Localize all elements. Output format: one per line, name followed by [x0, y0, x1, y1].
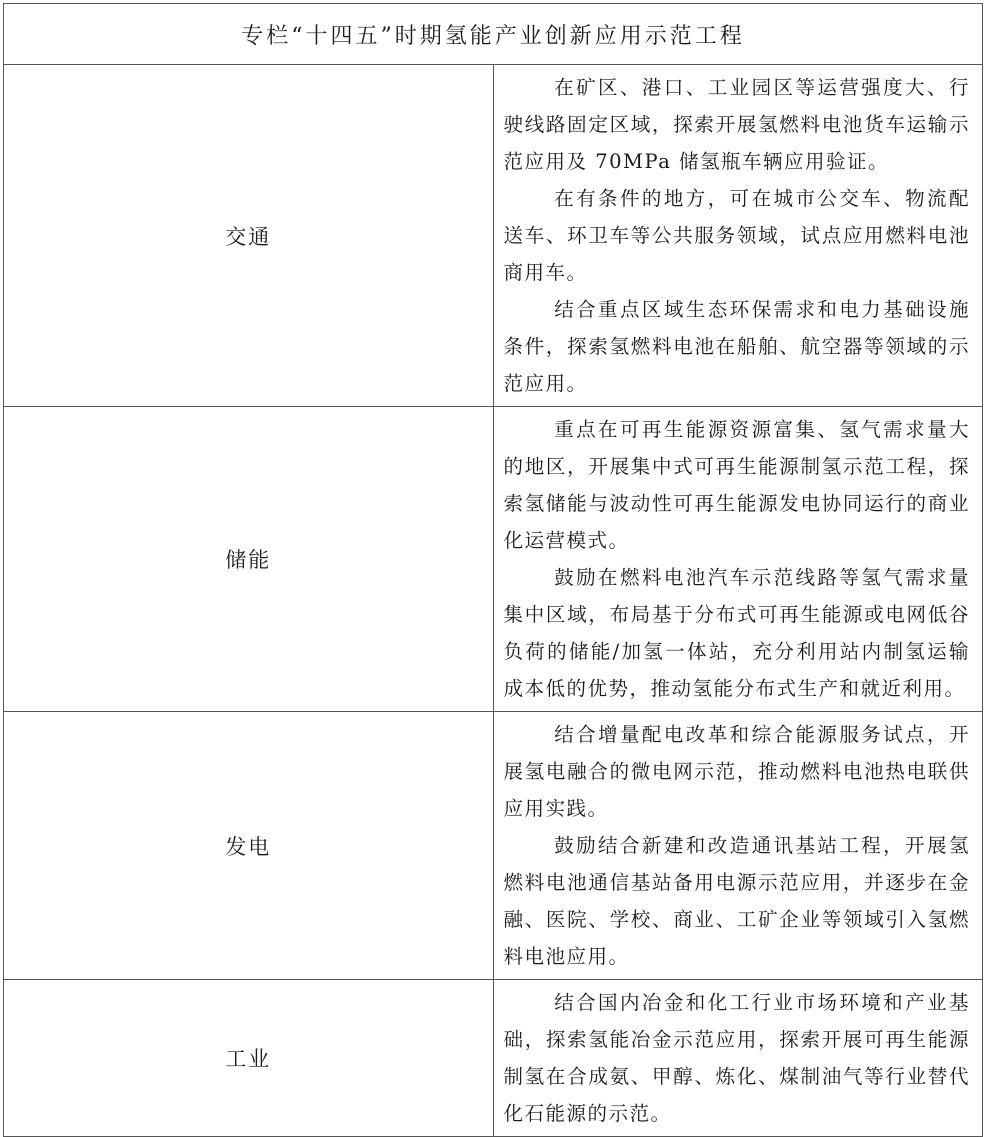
category-cell-power: 发电	[4, 712, 494, 980]
table-row-power	[4, 712, 983, 980]
paragraph: 结合国内冶金和化工行业市场环境和产业基础，探索氢能冶金示范应用，探索开展可再生能源制氢在合成氨、甲醇、炼化、煤制油气等行业替代化石能源的示范。	[503, 991, 970, 1125]
paragraph: 结合增量配电改革和综合能源服务试点，开展氢电融合的微电网示范，推动燃料电池热电联供应用实践。	[503, 723, 970, 820]
table-row-storage	[4, 407, 983, 712]
content-cell-storage	[493, 407, 983, 712]
paragraph: 鼓励结合新建和改造通讯基站工程，开展氢燃料电池通信基站备用电源示范应用，并逐步在金融、医院、学校、商业、工矿企业等领域引入氢燃料电池应用。	[503, 834, 970, 968]
category-cell-transport: 交通	[4, 65, 494, 407]
paragraph: 鼓励在燃料电池汽车示范线路等氢气需求量集中区域，布局基于分布式可再生能源或电网低谷负荷的储能/加氢一体站，充分利用站内制氢运输成本低的优势，推动氢能分布式生产和就近利用。	[503, 566, 970, 700]
category-cell-storage: 储能	[4, 407, 494, 712]
table-row-transport	[4, 65, 983, 407]
table-row-industry	[4, 980, 983, 1137]
paragraph: 结合重点区域生态环保需求和电力基础设施条件，探索氢燃料电池在船舶、航空器等领域的示范应用。	[503, 298, 970, 395]
content-cell-industry	[493, 980, 983, 1137]
content-cell-power	[493, 712, 983, 980]
content-cell-transport	[493, 65, 983, 407]
category-cell-industry: 工业	[4, 980, 494, 1137]
paragraph: 在有条件的地方，可在城市公交车、物流配送车、环卫车等公共服务领域，试点应用燃料电池商用车。	[503, 187, 970, 284]
paragraph: 重点在可再生能源资源富集、氢气需求量大的地区，开展集中式可再生能源制氢示范工程，探索氢储能与波动性可再生能源发电协同运行的商业化运营模式。	[503, 418, 970, 552]
demonstration-projects-table	[3, 3, 983, 1137]
paragraph: 在矿区、港口、工业园区等运营强度大、行驶线路固定区域，探索开展氢燃料电池货车运输示范应用及 70MPa 储氢瓶车辆应用验证。	[503, 76, 970, 173]
title-row	[4, 4, 983, 65]
table-title: 专栏“十四五”时期氢能产业创新应用示范工程	[4, 4, 983, 65]
